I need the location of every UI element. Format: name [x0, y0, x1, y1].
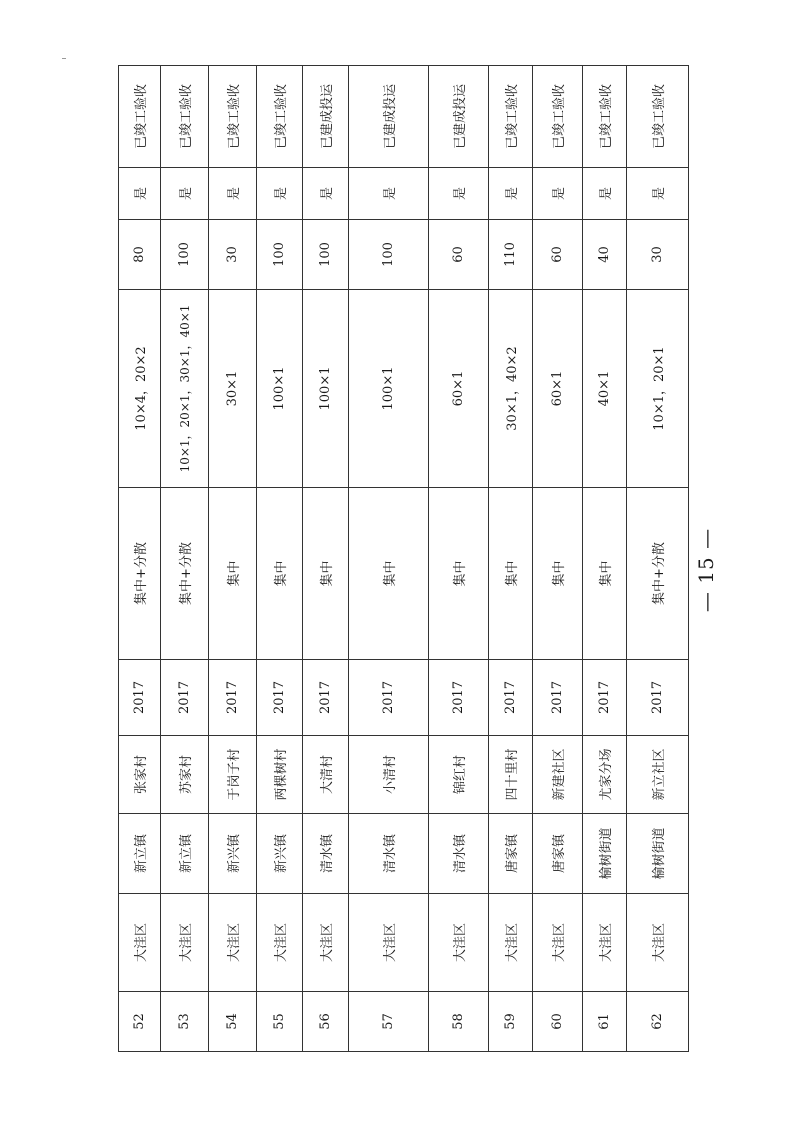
cell-spec: 100×1	[303, 290, 349, 488]
cell-year: 2017	[257, 660, 303, 736]
cell-done: 是	[349, 168, 429, 220]
page-number	[686, 527, 726, 613]
cell-year: 2017	[627, 660, 689, 736]
table-row	[627, 66, 689, 1052]
cell-capacity: 100	[257, 220, 303, 290]
table-row	[583, 66, 627, 1052]
cell-village: 苏家村	[161, 736, 209, 814]
page-number-text: — 15 —	[694, 527, 719, 613]
cell-year: 2017	[533, 660, 583, 736]
cell-done: 是	[257, 168, 303, 220]
cell-year: 2017	[303, 660, 349, 736]
cell-capacity: 60	[533, 220, 583, 290]
cell-status: 已建成投运	[349, 66, 429, 168]
cell-mode: 集中	[533, 488, 583, 660]
table-row	[257, 66, 303, 1052]
cell-village: 大清村	[303, 736, 349, 814]
cell-spec: 40×1	[583, 290, 627, 488]
cell-no: 60	[533, 992, 583, 1052]
cell-spec: 10×4，20×2	[119, 290, 161, 488]
cell-mode: 集中	[489, 488, 533, 660]
cell-district: 大洼区	[161, 894, 209, 992]
cell-status: 已竣工验收	[583, 66, 627, 168]
cell-capacity: 30	[627, 220, 689, 290]
cell-town: 清水镇	[429, 814, 489, 894]
cell-town: 清水镇	[349, 814, 429, 894]
table-row	[161, 66, 209, 1052]
cell-done: 是	[209, 168, 257, 220]
cell-mode: 集中	[209, 488, 257, 660]
cell-district: 大洼区	[533, 894, 583, 992]
cell-status: 已竣工验收	[533, 66, 583, 168]
cell-no: 58	[429, 992, 489, 1052]
cell-capacity: 100	[349, 220, 429, 290]
cell-no: 61	[583, 992, 627, 1052]
project-table	[118, 65, 689, 1052]
cell-capacity: 60	[429, 220, 489, 290]
cell-town: 新兴镇	[257, 814, 303, 894]
cell-done: 是	[429, 168, 489, 220]
cell-spec: 100×1	[349, 290, 429, 488]
cell-year: 2017	[583, 660, 627, 736]
cell-village: 小清村	[349, 736, 429, 814]
table-row	[349, 66, 429, 1052]
cell-no: 59	[489, 992, 533, 1052]
cell-district: 大洼区	[349, 894, 429, 992]
cell-done: 是	[161, 168, 209, 220]
cell-village: 锦红村	[429, 736, 489, 814]
scan-speck	[62, 58, 66, 59]
cell-no: 53	[161, 992, 209, 1052]
cell-status: 已建成投运	[303, 66, 349, 168]
table-row	[489, 66, 533, 1052]
cell-done: 是	[489, 168, 533, 220]
cell-capacity: 30	[209, 220, 257, 290]
cell-status: 已竣工验收	[489, 66, 533, 168]
cell-district: 大洼区	[627, 894, 689, 992]
cell-town: 新立镇	[161, 814, 209, 894]
cell-capacity: 80	[119, 220, 161, 290]
cell-capacity: 110	[489, 220, 533, 290]
cell-mode: 集中	[257, 488, 303, 660]
rotated-table-frame	[118, 84, 688, 1052]
cell-town: 榆树街道	[583, 814, 627, 894]
cell-spec: 30×1	[209, 290, 257, 488]
table-row	[533, 66, 583, 1052]
cell-capacity: 40	[583, 220, 627, 290]
cell-year: 2017	[349, 660, 429, 736]
cell-district: 大洼区	[209, 894, 257, 992]
cell-spec: 10×1，20×1，30×1，40×1	[161, 290, 209, 488]
cell-no: 62	[627, 992, 689, 1052]
cell-no: 56	[303, 992, 349, 1052]
cell-village: 尤家分场	[583, 736, 627, 814]
cell-no: 57	[349, 992, 429, 1052]
cell-town: 唐家镇	[533, 814, 583, 894]
cell-town: 新立镇	[119, 814, 161, 894]
cell-done: 是	[627, 168, 689, 220]
cell-district: 大洼区	[257, 894, 303, 992]
cell-status: 已竣工验收	[161, 66, 209, 168]
cell-no: 52	[119, 992, 161, 1052]
cell-done: 是	[119, 168, 161, 220]
cell-mode: 集中	[429, 488, 489, 660]
table-row	[119, 66, 161, 1052]
cell-no: 54	[209, 992, 257, 1052]
cell-status: 已竣工验收	[209, 66, 257, 168]
table-body	[119, 66, 689, 1052]
cell-spec: 100×1	[257, 290, 303, 488]
cell-status: 已竣工验收	[119, 66, 161, 168]
cell-mode: 集中+分散	[119, 488, 161, 660]
cell-year: 2017	[161, 660, 209, 736]
cell-no: 55	[257, 992, 303, 1052]
cell-district: 大洼区	[489, 894, 533, 992]
cell-mode: 集中	[583, 488, 627, 660]
cell-year: 2017	[209, 660, 257, 736]
cell-town: 唐家镇	[489, 814, 533, 894]
cell-town: 榆树街道	[627, 814, 689, 894]
cell-done: 是	[583, 168, 627, 220]
cell-mode: 集中	[349, 488, 429, 660]
cell-status: 已竣工验收	[257, 66, 303, 168]
cell-done: 是	[303, 168, 349, 220]
cell-mode: 集中+分散	[161, 488, 209, 660]
table-row	[209, 66, 257, 1052]
cell-year: 2017	[119, 660, 161, 736]
cell-spec: 60×1	[429, 290, 489, 488]
cell-town: 清水镇	[303, 814, 349, 894]
cell-district: 大洼区	[303, 894, 349, 992]
cell-spec: 10×1，20×1	[627, 290, 689, 488]
cell-year: 2017	[429, 660, 489, 736]
cell-capacity: 100	[303, 220, 349, 290]
cell-village: 两棵树村	[257, 736, 303, 814]
cell-spec: 60×1	[533, 290, 583, 488]
cell-spec: 30×1，40×2	[489, 290, 533, 488]
cell-district: 大洼区	[583, 894, 627, 992]
cell-mode: 集中	[303, 488, 349, 660]
table-row	[303, 66, 349, 1052]
cell-capacity: 100	[161, 220, 209, 290]
cell-mode: 集中+分散	[627, 488, 689, 660]
cell-status: 已竣工验收	[627, 66, 689, 168]
cell-village: 新立社区	[627, 736, 689, 814]
cell-done: 是	[533, 168, 583, 220]
cell-town: 新兴镇	[209, 814, 257, 894]
cell-district: 大洼区	[429, 894, 489, 992]
table-row	[429, 66, 489, 1052]
cell-status: 已建成投运	[429, 66, 489, 168]
cell-village: 张家村	[119, 736, 161, 814]
cell-village: 四十里村	[489, 736, 533, 814]
cell-year: 2017	[489, 660, 533, 736]
cell-village: 于岗子村	[209, 736, 257, 814]
cell-district: 大洼区	[119, 894, 161, 992]
cell-village: 新建社区	[533, 736, 583, 814]
